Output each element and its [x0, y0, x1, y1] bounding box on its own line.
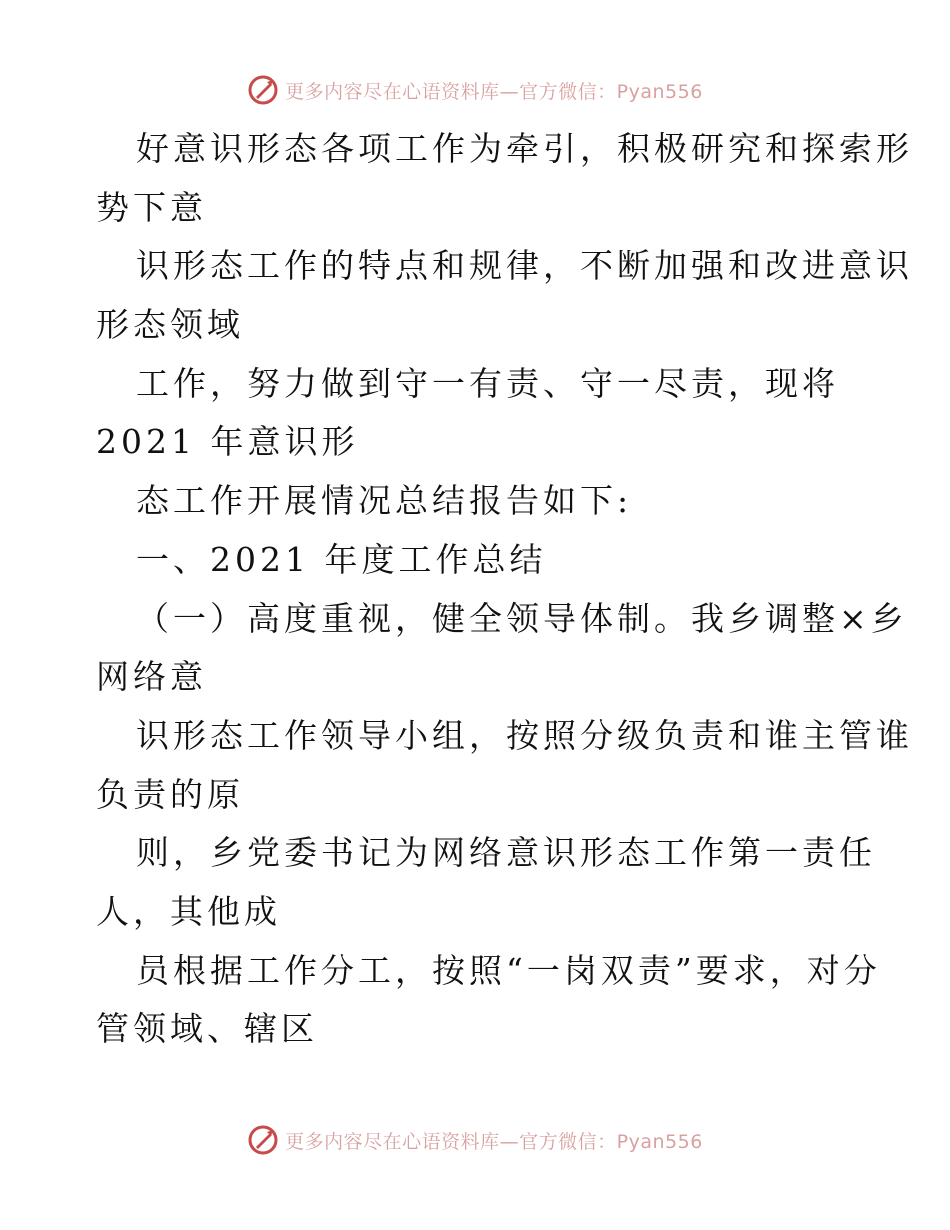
text-line: 员根据工作分工，按照“一岗双责”要求，对分 [136, 950, 881, 990]
text-line: 识形态工作领导小组，按照分级负责和谁主管谁 [136, 715, 913, 755]
text-line: 工作，努力做到守一有责、守一尽责，现将 [136, 363, 839, 403]
text-line: 管领域、辖区 [96, 1009, 318, 1049]
text-line: 态工作开展情况总结报告如下: [136, 481, 633, 521]
text-line: （一）高度重视，健全领导体制。我乡调整×乡 [136, 598, 908, 638]
quill-pen-logo-icon [247, 1124, 279, 1156]
text-line: 好意识形态各项工作为牵引，积极研究和探索形 [136, 129, 913, 168]
footer-watermark [0, 1120, 950, 1160]
text-line: 识形态工作的特点和规律，不断加强和改进意识 [136, 246, 913, 286]
text-line: 2021 年意识形 [96, 422, 359, 462]
text-line: 人，其他成 [96, 891, 281, 931]
document-body [96, 120, 913, 1059]
section-heading: 一、2021 年度工作总结 [136, 539, 547, 579]
text-line: 则，乡党委书记为网络意识形态工作第一责任 [136, 833, 876, 873]
quill-pen-logo-icon [247, 74, 279, 106]
header-watermark [0, 70, 950, 110]
text-line: 负责的原 [96, 774, 244, 814]
watermark-text: 更多内容尽在心语资料库—官方微信：Pyan556 [285, 80, 703, 103]
text-line: 形态领域 [96, 305, 244, 345]
text-line: 势下意 [96, 187, 207, 227]
watermark-text: 更多内容尽在心语资料库—官方微信：Pyan556 [285, 1130, 703, 1153]
text-line: 网络意 [96, 657, 207, 697]
